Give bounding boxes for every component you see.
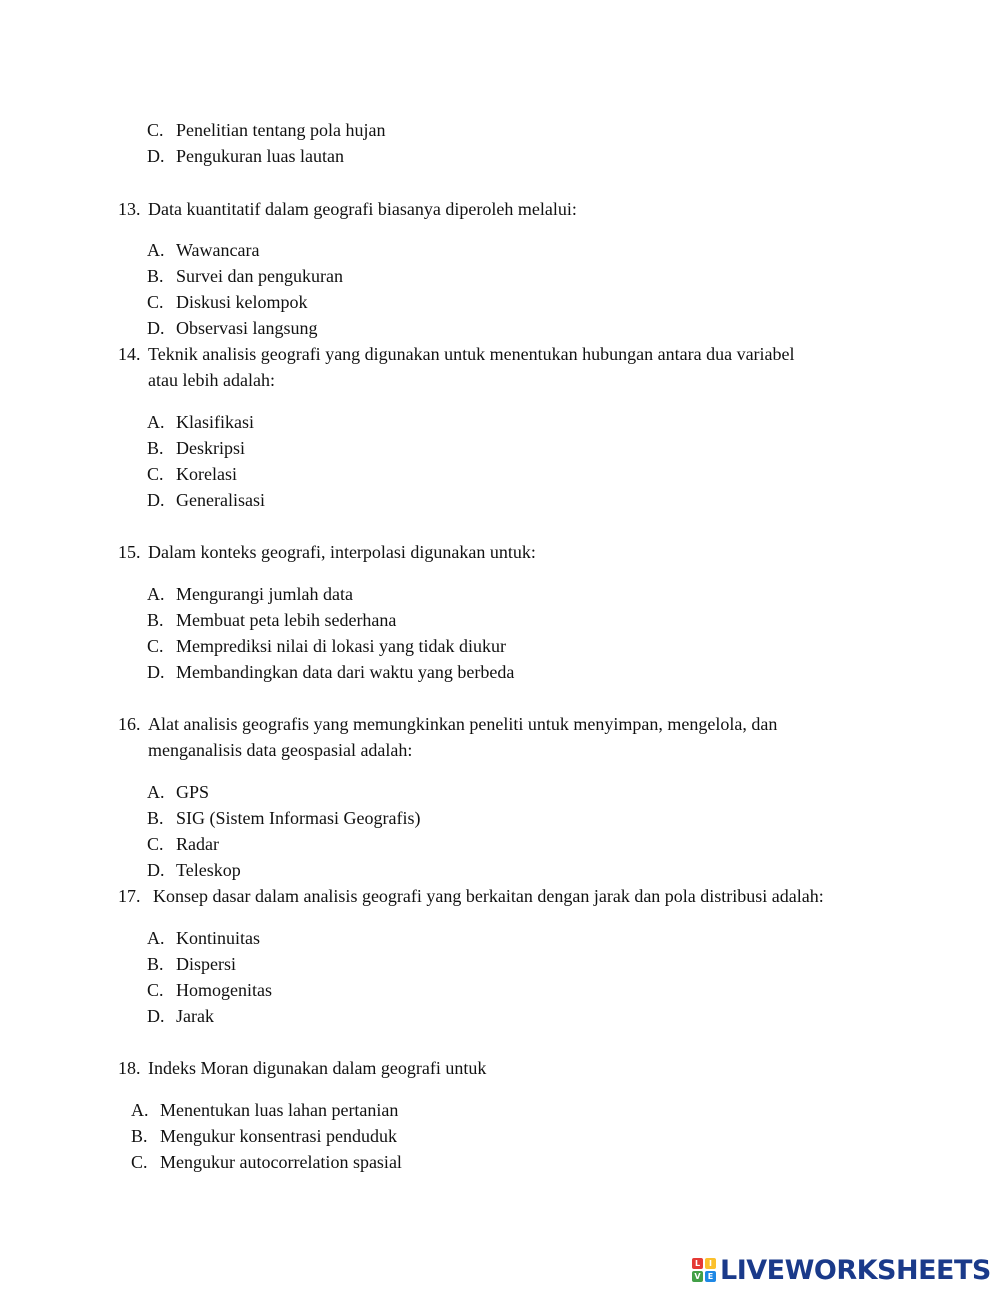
q18-option-a: A. Menentukan luas lahan pertanian [131, 1100, 399, 1120]
logo-squares-icon [692, 1258, 716, 1282]
q15-option-a: A. Mengurangi jumlah data [147, 584, 353, 604]
logo-square-v: V [692, 1271, 703, 1282]
q16-option-c: C. Radar [147, 834, 219, 854]
q14-option-a: A. Klasifikasi [147, 412, 254, 432]
question-14-continued: atau lebih adalah: [148, 370, 275, 390]
q17-option-a: A. Kontinuitas [147, 928, 260, 948]
question-16-continued: menganalisis data geospasial adalah: [148, 740, 413, 760]
q17-option-d: D. Jarak [147, 1006, 214, 1026]
option-c: C. Penelitian tentang pola hujan [147, 120, 386, 140]
logo-square-e: E [705, 1271, 716, 1282]
q13-option-c: C. Diskusi kelompok [147, 292, 308, 312]
logo-square-i: I [705, 1258, 716, 1269]
option-d: D. Pengukuran luas lautan [147, 146, 344, 166]
q16-option-a: A. GPS [147, 782, 210, 802]
q17-option-c: C. Homogenitas [147, 980, 272, 1000]
question-14: 14. Teknik analisis geografi yang digunakan untuk menentukan hubungan antara dua variabel [118, 344, 795, 364]
question-17: 17. Konsep dasar dalam analisis geografi yang berkaitan dengan jarak dan pola distribusi adalah: [118, 886, 824, 906]
q17-option-b: B. Dispersi [147, 954, 236, 974]
q14-option-c: C. Korelasi [147, 464, 237, 484]
question-15: 15. Dalam konteks geografi, interpolasi digunakan untuk: [118, 542, 536, 562]
question-13: 13. Data kuantitatif dalam geografi biasanya diperoleh melalui: [118, 199, 577, 219]
liveworksheets-logo [692, 1252, 992, 1288]
q15-option-d: D. Membandingkan data dari waktu yang berbeda [147, 662, 515, 682]
q18-option-c: C. Mengukur autocorrelation spasial [131, 1152, 402, 1172]
q18-option-b: B. Mengukur konsentrasi penduduk [131, 1126, 397, 1146]
logo-text: LIVEWORKSHEETS [720, 1254, 991, 1286]
q16-option-d: D. Teleskop [147, 860, 241, 880]
logo-square-l: L [692, 1258, 703, 1269]
question-18: 18. Indeks Moran digunakan dalam geografi untuk [118, 1058, 487, 1078]
q15-option-c: C. Memprediksi nilai di lokasi yang tidak diukur [147, 636, 506, 656]
q14-option-b: B. Deskripsi [147, 438, 245, 458]
q13-option-a: A. Wawancara [147, 240, 260, 260]
question-16: 16. Alat analisis geografis yang memungkinkan peneliti untuk menyimpan, mengelola, dan [118, 714, 778, 734]
q13-option-d: D. Observasi langsung [147, 318, 318, 338]
q15-option-b: B. Membuat peta lebih sederhana [147, 610, 397, 630]
q16-option-b: B. SIG (Sistem Informasi Geografis) [147, 808, 421, 828]
q13-option-b: B. Survei dan pengukuran [147, 266, 343, 286]
q14-option-d: D. Generalisasi [147, 490, 265, 510]
